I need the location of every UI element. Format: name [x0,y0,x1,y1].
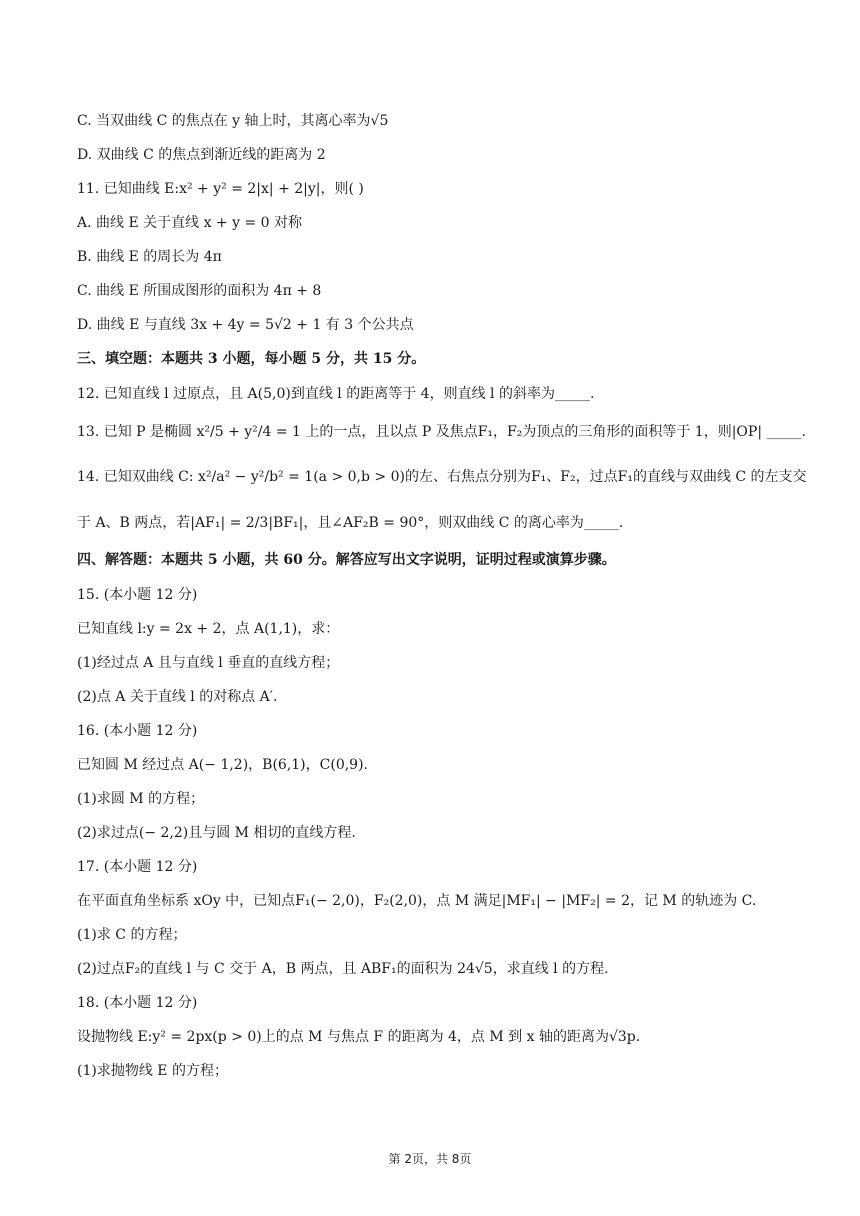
option-10d: D. 双曲线 C 的焦点到渐近线的距离为 2 [77,147,326,163]
option-11c: C. 曲线 E 所围成图形的面积为 4π + 8 [77,283,322,299]
option-10c: C. 当双曲线 C 的焦点在 y 轴上时，其离心率为√5 [77,113,389,129]
question-15-part2: (2)点 A 关于直线 l 的对称点 A′. [77,689,278,705]
question-13: 13. 已知 P 是椭圆 x²/5 + y²/4 = 1 上的一点，且以点 P 及焦点F₁，F₂为顶点的三角形的面积等于 1，则|OP| _____. [77,424,806,440]
question-17-header: 17. (本小题 12 分) [77,859,198,875]
question-18-header: 18. (本小题 12 分) [77,995,198,1011]
option-11b: B. 曲线 E 的周长为 4π [77,249,222,265]
option-11d: D. 曲线 E 与直线 3x + 4y = 5√2 + 1 有 3 个公共点 [77,317,414,333]
question-16-header: 16. (本小题 12 分) [77,723,198,739]
question-16-part2: (2)求过点(− 2,2)且与圆 M 相切的直线方程. [77,825,356,841]
page-footer: 第 2页，共 8页 [388,1152,472,1166]
question-16-part1: (1)求圆 M 的方程； [77,791,205,807]
question-14-line1: 14. 已知双曲线 C: x²/a² − y²/b² = 1(a > 0,b > 0)的左、右焦点分别为F₁、F₂，过点F₁的直线与双曲线 C 的左支交 [77,469,807,485]
section-fill-in: 三、填空题：本题共 3 小题，每小题 5 分，共 15 分。 [77,351,426,367]
question-18-part1: (1)求抛物线 E 的方程； [77,1063,228,1079]
section-answer: 四、解答题：本题共 5 小题，共 60 分。解答应写出文字说明，证明过程或演算步骤。 [77,552,616,568]
question-16-stem: 已知圆 M 经过点 A(− 1,2)，B(6,1)，C(0,9). [77,757,368,773]
question-17-part1: (1)求 C 的方程； [77,927,187,943]
question-14-line2: 于 A、B 两点，若|AF₁| = 2/3|BF₁|，且∠AF₂B = 90°，则双曲线 C 的离心率为_____. [77,515,624,531]
question-17-part2: (2)过点F₂的直线 l 与 C 交于 A，B 两点，且 ABF₁的面积为 24√5，求直线 l 的方程. [77,961,609,977]
option-11a: A. 曲线 E 关于直线 x + y = 0 对称 [77,215,303,231]
question-12: 12. 已知直线 l 过原点，且 A(5,0)到直线 l 的距离等于 4，则直线 l 的斜率为_____. [77,386,595,402]
question-17-stem: 在平面直角坐标系 xOy 中，已知点F₁(− 2,0)，F₂(2,0)，点 M 满足|MF₁| − |MF₂| = 2，记 M 的轨迹为 C. [77,893,757,909]
question-11: 11. 已知曲线 E:x² + y² = 2|x| + 2|y|，则( ) [77,181,364,197]
question-15-stem: 已知直线 l:y = 2x + 2，点 A(1,1)，求： [77,621,340,637]
question-18-stem: 设抛物线 E:y² = 2px(p > 0)上的点 M 与焦点 F 的距离为 4，点 M 到 x 轴的距离为√3p. [77,1029,641,1045]
question-15-header: 15. (本小题 12 分) [77,587,198,603]
question-15-part1: (1)经过点 A 且与直线 l 垂直的直线方程； [77,655,340,671]
